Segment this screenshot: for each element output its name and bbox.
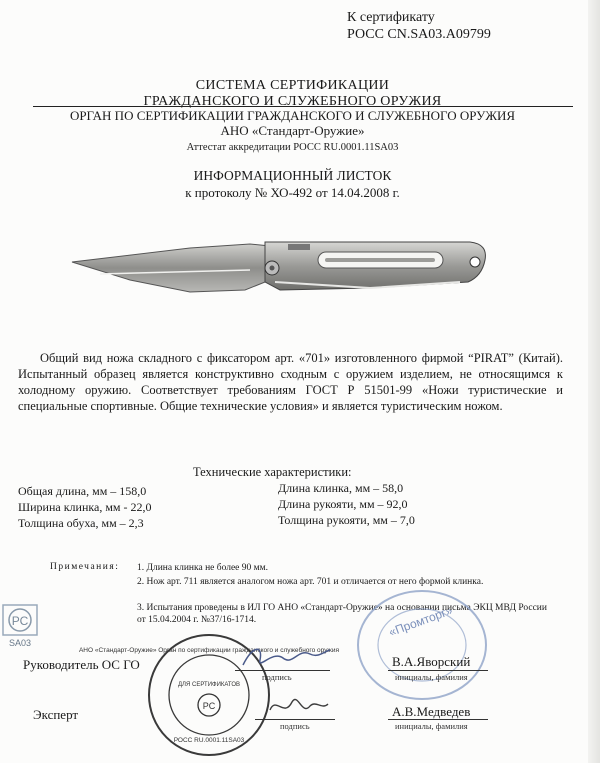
certificate-line-1: К сертификату — [347, 10, 435, 25]
head-label: Руководитель ОС ГО — [23, 657, 140, 672]
notes-label: Примечания: — [50, 562, 120, 572]
head-signature-line — [235, 670, 330, 671]
expert-signature-line — [255, 719, 335, 720]
note-1: 1. Длина клинка не более 90 мм. — [137, 563, 269, 573]
rc-certification-logo — [2, 604, 38, 648]
protocol-reference: к протоколу № ХО-492 от 14.04.2008 г. — [185, 185, 400, 200]
expert-name-line — [388, 719, 488, 720]
head-name-caption: инициалы, фамилия — [395, 672, 468, 682]
certification-organ — [0, 108, 585, 138]
spec-handle-thickness: Толщина рукояти, мм – 7,0 — [278, 513, 415, 527]
specs-title: Технические характеристики: — [193, 465, 352, 479]
knife-description: Общий вид ножа складного с фиксатором арт. «701» изготовленного фирмой “PIRAT” (Китай). Испытанный образец является конструктивно сходным с оружием изделием, не относящимся к холодному оружию. Соответствует требованиям ГОСТ Р 51501-99 «Ножи туристические и специальные спортивные. Общие технические условия» и является туристическим ножом. — [18, 351, 563, 413]
spec-blade-width: Ширина клинка, мм - 22,0 — [18, 500, 152, 514]
system-title-line-1: СИСТЕМА СЕРТИФИКАЦИИ — [195, 78, 390, 93]
head-signature — [238, 640, 333, 674]
spec-spine-thickness: Толщина обуха, мм – 2,3 — [18, 516, 144, 530]
info-sheet-title: ИНФОРМАЦИОННЫЙ ЛИСТОК — [193, 168, 392, 183]
round-stamp-center-text: ДЛЯ СЕРТИФИКАТОВ — [177, 682, 241, 688]
accreditation-line: Аттестат аккредитации РОСС RU.0001.11SA03 — [186, 142, 399, 153]
rc-logo-text: РС — [11, 614, 29, 628]
expert-name-caption: инициалы, фамилия — [395, 721, 468, 731]
certificate-number: РОСС CN.SA03.A09799 — [347, 27, 491, 42]
expert-name: А.В.Медведев — [392, 704, 471, 719]
spec-blade-length: Длина клинка, мм – 58,0 — [278, 481, 404, 495]
note-2: 2. Нож арт. 711 является аналогом ножа арт. 701 и отличается от него формой клинка. — [137, 577, 484, 587]
round-stamp-reg-number: РОСС RU.0001.11SA03 — [173, 737, 245, 744]
expert-label: Эксперт — [33, 707, 79, 722]
head-name: В.А.Яворский — [392, 654, 471, 669]
expert-signature-caption: подпись — [280, 721, 310, 731]
round-stamp-outer-text: АНО «Стандарт-Оружие» Орган по сертификации гражданского и служебного оружия — [78, 647, 340, 654]
header-rule — [33, 106, 573, 107]
promtorg-stamp-text: «Промторг» — [386, 603, 455, 640]
organ-line-1: ОРГАН ПО СЕРТИФИКАЦИИ ГРАЖДАНСКОГО И СЛУЖЕБНОГО ОРУЖИЯ — [69, 108, 516, 123]
spec-handle-length: Длина рукояти, мм – 92,0 — [278, 497, 408, 511]
spec-total-length: Общая длина, мм – 158,0 — [18, 484, 147, 498]
rc-logo-code: SA03 — [8, 638, 32, 648]
folding-knife-photo — [70, 232, 500, 312]
note-3: 3. Испытания проведены в ИЛ ГО АНО «Стандарт-Оружие» на основании письма ЭКЦ МВД России от 15.04.2004 г. №37/16-1714. — [137, 603, 547, 625]
system-title-line-2: ГРАЖДАНСКОГО И СЛУЖЕБНОГО ОРУЖИЯ — [143, 94, 442, 109]
promtorg-stamp — [352, 585, 492, 705]
round-stamp-rc-text: РС — [202, 701, 216, 711]
head-signature-caption: подпись — [262, 672, 292, 682]
organ-line-2: АНО «Стандарт-Оружие» — [220, 123, 365, 138]
certificate-reference — [347, 9, 491, 43]
head-name-line — [388, 670, 488, 671]
page-edge-shadow — [588, 0, 600, 763]
